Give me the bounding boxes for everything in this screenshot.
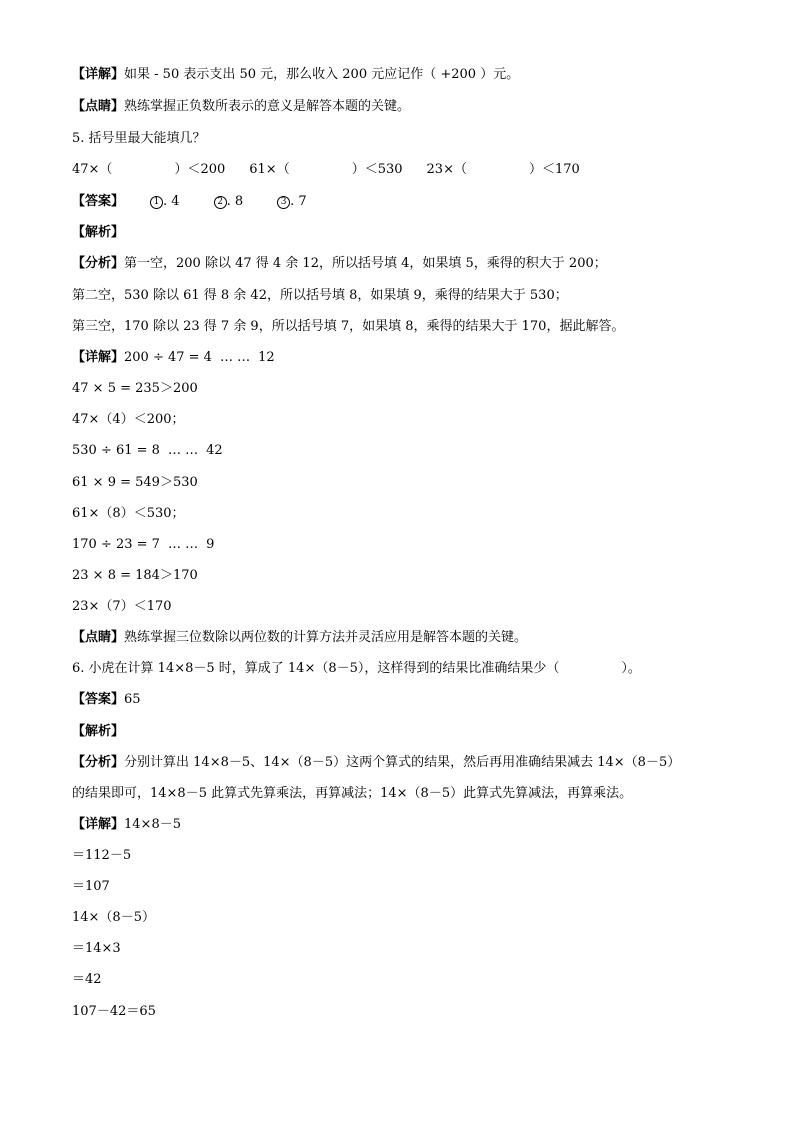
remainder-1: 12 — [258, 350, 275, 365]
remainder-dots-1: … … — [219, 350, 251, 365]
question-6-answer — [72, 692, 141, 708]
question-5-analysis-2: 第二空，530 除以 61 得 8 余 42，所以括号填 8，如果填 9，乘得的结果大于 530； — [72, 288, 568, 303]
question-6-detail-5: ＝14×3 — [72, 941, 121, 956]
analysis-text-2: 分别计算出 14×8－5、14×（8－5）这两个算式的结果，然后再用准确结果减去 14×（8－5） — [124, 755, 681, 770]
key-point-tag-2: 【点睛】 — [72, 630, 125, 645]
blank-1-left: 47×（ — [72, 162, 113, 177]
circled-1-icon: 1 — [150, 196, 163, 209]
answer-value: 65 — [124, 692, 141, 707]
question-5-analysis-3: 第三空，170 除以 23 得 7 余 9，所以括号填 7，如果填 8，乘得的结果大于 170，据此解答。 — [72, 319, 625, 334]
blank-2-right: ）＜530 — [351, 162, 403, 177]
detail-tag-3: 【详解】 — [72, 817, 125, 832]
analysis-tag-2: 【分析】 — [72, 755, 125, 770]
blank-3-left: 23×（ — [426, 162, 467, 177]
question-5-detail-6: 61×（8）＜530； — [72, 506, 185, 521]
blank-2-left: 61×（ — [249, 162, 290, 177]
question-6-text: 6. 小虎在计算 14×8－5 时，算成了 14×（8－5），这样得到的结果比准确结果少（ — [72, 661, 560, 676]
question-6-detail-1 — [72, 817, 181, 833]
remainder-dots-3: … … — [167, 537, 199, 552]
question-5-detail-1 — [72, 350, 275, 366]
key-point-text-2: 熟练掌握三位数除以两位数的计算方法并灵活应用是解答本题的关键。 — [124, 630, 528, 645]
remainder-2: 42 — [206, 443, 223, 458]
question-6-detail-4: 14×（8－5） — [72, 910, 155, 925]
analysis-text-1: 第一空，200 除以 47 得 4 余 12，所以括号填 4，如果填 5，乘得的积大于 200； — [124, 256, 607, 271]
question-6-text-end: ）。 — [621, 661, 641, 676]
question-5-detail-8: 23 × 8 = 184＞170 — [72, 568, 198, 583]
question-6-explanation-tag — [72, 724, 124, 740]
question-5-detail-2: 47 × 5 = 235＞200 — [72, 381, 198, 396]
division-1: 200 ÷ 47 = 4 — [124, 350, 212, 365]
question-5-detail-7 — [72, 537, 214, 553]
remainder-3: 9 — [206, 537, 215, 552]
question-5-detail-3: 47×（4）＜200； — [72, 412, 185, 427]
question-5-blanks — [72, 162, 580, 178]
question-6-detail-6: ＝42 — [72, 972, 102, 987]
answer-detail-line — [72, 67, 519, 83]
expression-1: 14×8－5 — [124, 817, 181, 832]
question-6-analysis-2: 的结果即可，14×8－5 此算式先算乘法，再算减法；14×（8－5）此算式先算减法，再算乘法。 — [72, 786, 633, 801]
key-point-tag: 【点睛】 — [72, 99, 125, 114]
question-5-title: 5. 括号里最大能填几？ — [72, 131, 206, 146]
blank-3-right: ）＜170 — [528, 162, 580, 177]
question-6-analysis-1 — [72, 755, 680, 771]
question-5-key-point — [72, 630, 527, 646]
question-5-detail-9: 23×（7）＜170 — [72, 599, 172, 614]
key-point-text: 熟练掌握正负数所表示的意义是解答本题的关键。 — [124, 99, 411, 114]
answer-tag: 【答案】 — [72, 194, 125, 209]
question-6-detail-2: ＝112－5 — [72, 848, 132, 863]
division-3: 170 ÷ 23 = 7 — [72, 537, 160, 552]
explanation-tag-2: 【解析】 — [72, 724, 125, 739]
answer-3-value: . 7 — [290, 194, 307, 209]
remainder-dots-2: … … — [167, 443, 199, 458]
detail-text: 如果 - 50 表示支出 50 元，那么收入 200 元应记作（ +200 ）元。 — [124, 67, 520, 82]
answer-1-value: . 4 — [163, 194, 180, 209]
question-6-title — [72, 661, 641, 677]
question-6-detail-3: ＝107 — [72, 879, 110, 894]
detail-tag-2: 【详解】 — [72, 350, 125, 365]
blank-1-right: ）＜200 — [174, 162, 226, 177]
circled-2-icon: 2 — [214, 196, 227, 209]
answer-tag-2: 【答案】 — [72, 692, 125, 707]
analysis-tag: 【分析】 — [72, 256, 125, 271]
question-5-detail-5: 61 × 9 = 549＞530 — [72, 475, 198, 490]
question-5-analysis-1 — [72, 256, 607, 272]
question-5-answer — [72, 194, 307, 210]
detail-tag: 【详解】 — [72, 67, 125, 82]
question-6-detail-7: 107－42＝65 — [72, 1004, 156, 1019]
division-2: 530 ÷ 61 = 8 — [72, 443, 160, 458]
circled-3-icon: 3 — [277, 196, 290, 209]
question-5-detail-4 — [72, 443, 223, 459]
answer-2-value: . 8 — [226, 194, 244, 209]
explanation-tag: 【解析】 — [72, 225, 125, 240]
key-point-line — [72, 99, 410, 115]
question-5-explanation-tag — [72, 225, 124, 241]
